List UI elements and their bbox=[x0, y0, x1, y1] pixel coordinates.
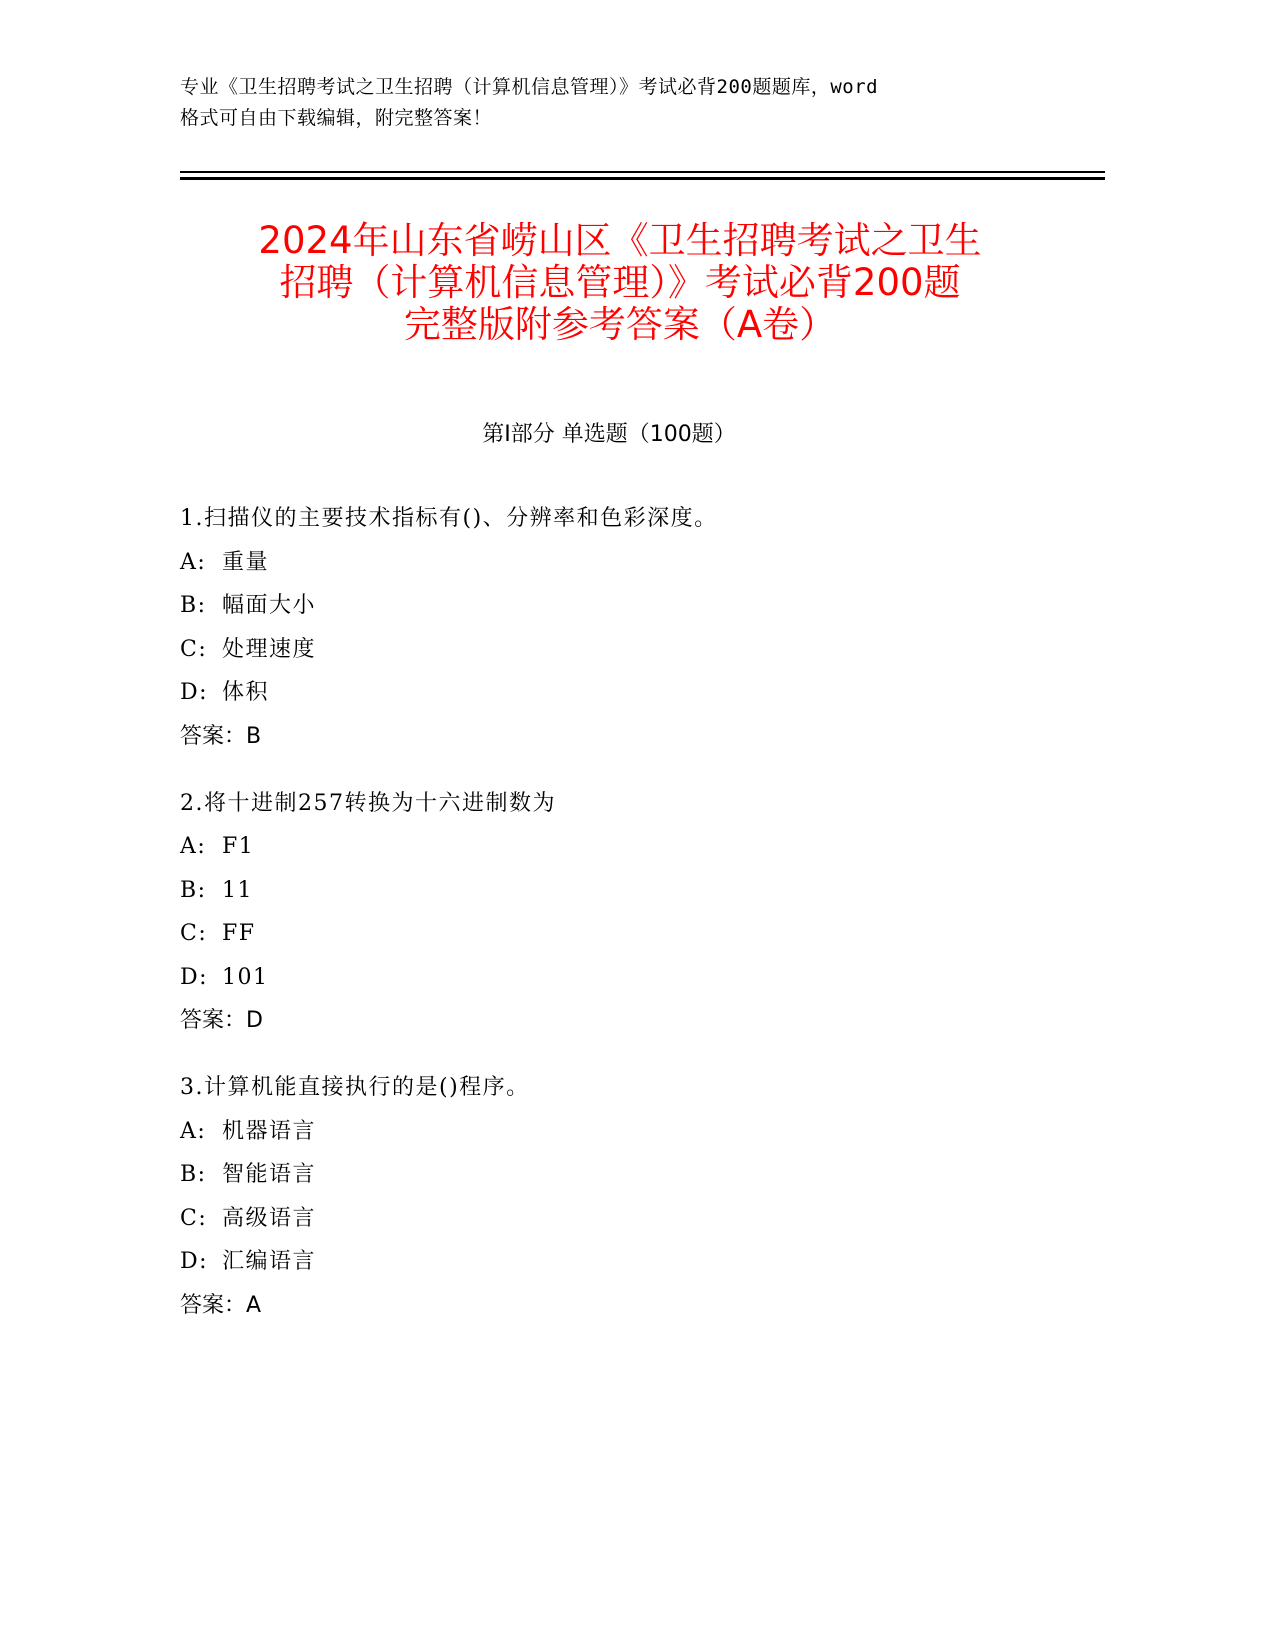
option-text: 汇编语言 bbox=[222, 1249, 317, 1274]
option-text: 体积 bbox=[222, 680, 270, 705]
option-b bbox=[180, 592, 1130, 620]
option-text: 智能语言 bbox=[222, 1162, 317, 1187]
option-text: 101 bbox=[222, 964, 269, 990]
option-letter: A: bbox=[180, 1118, 207, 1144]
answer-line: 答案：D bbox=[180, 1008, 263, 1033]
option-c bbox=[180, 636, 1130, 664]
option-letter: D: bbox=[180, 680, 209, 705]
title-line-3: 完整版附参考答案（A卷） bbox=[403, 303, 837, 346]
question-item bbox=[180, 1074, 1130, 1320]
header-note-line-2: 格式可自由下载编辑，附完整答案！ bbox=[180, 107, 493, 129]
section-heading: 第Ⅰ部分 单选题（100题） bbox=[482, 422, 736, 447]
option-d bbox=[180, 1248, 1130, 1276]
option-d bbox=[180, 964, 1130, 992]
question-item bbox=[180, 790, 1130, 1036]
title-line-2: 招聘（计算机信息管理）》考试必背200题 bbox=[279, 261, 961, 304]
option-letter: C: bbox=[180, 1205, 208, 1231]
header-note-line-1: 专业《卫生招聘考试之卫生招聘（计算机信息管理）》考试必背200题题库，word bbox=[180, 76, 879, 98]
title-line-1: 2024年山东省崂山区《卫生招聘考试之卫生 bbox=[258, 219, 982, 262]
answer-line: 答案：B bbox=[180, 723, 262, 749]
option-letter: A: bbox=[180, 834, 207, 859]
question-item bbox=[180, 505, 1130, 751]
question-text: 3.计算机能直接执行的是()程序。 bbox=[180, 1075, 530, 1100]
option-letter: B: bbox=[180, 1162, 207, 1187]
question-list bbox=[180, 505, 1130, 1359]
option-letter: B: bbox=[180, 877, 207, 903]
question-text: 1.扫描仪的主要技术指标有()、分辨率和色彩深度。 bbox=[180, 506, 718, 531]
header-divider-thick bbox=[180, 177, 1105, 180]
option-letter: C: bbox=[180, 636, 208, 662]
document-title bbox=[150, 220, 1090, 346]
option-text: 幅面大小 bbox=[222, 593, 317, 618]
option-letter: D: bbox=[180, 964, 209, 990]
option-d bbox=[180, 679, 1130, 707]
header-divider-thin bbox=[180, 171, 1105, 173]
option-a bbox=[180, 549, 1130, 577]
header-note bbox=[180, 72, 1060, 134]
option-text: 重量 bbox=[222, 549, 270, 575]
option-b bbox=[180, 877, 1130, 905]
option-c bbox=[180, 1205, 1130, 1233]
option-letter: B: bbox=[180, 593, 207, 618]
option-a bbox=[180, 1118, 1130, 1146]
option-text: 高级语言 bbox=[222, 1205, 317, 1231]
option-text: 机器语言 bbox=[222, 1118, 317, 1144]
option-c bbox=[180, 920, 1130, 948]
option-b bbox=[180, 1161, 1130, 1189]
option-text: 处理速度 bbox=[222, 636, 317, 662]
option-letter: A: bbox=[180, 549, 207, 575]
option-letter: C: bbox=[180, 921, 208, 946]
option-a bbox=[180, 833, 1130, 861]
option-text: 11 bbox=[222, 877, 253, 903]
option-letter: D: bbox=[180, 1249, 209, 1274]
answer-line: 答案：A bbox=[180, 1292, 262, 1318]
option-text: FF bbox=[222, 921, 256, 946]
question-text: 2.将十进制257转换为十六进制数为 bbox=[180, 790, 556, 816]
option-text: F1 bbox=[222, 834, 255, 859]
